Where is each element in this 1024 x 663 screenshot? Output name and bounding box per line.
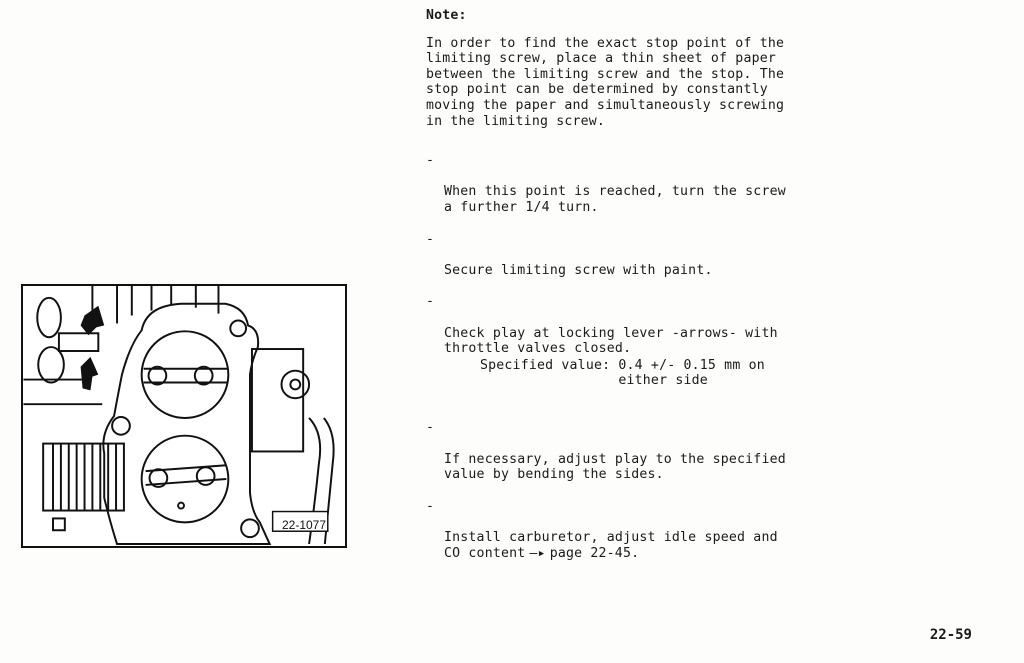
step-text: Install carburetor, adjust idle speed and CO content <box>444 530 778 561</box>
step-dash: - <box>426 294 435 310</box>
step-item <box>426 153 866 215</box>
step-item <box>426 232 866 279</box>
step-dash: - <box>426 153 435 169</box>
step-item <box>426 420 866 482</box>
step-text: If necessary, adjust play to the specified value by bending the sides. <box>444 451 786 483</box>
carburetor-illustration <box>21 284 347 548</box>
step-text: When this point is reached, turn the screw a further 1/4 turn. <box>444 184 786 215</box>
note-heading: Note: <box>426 8 467 23</box>
step-dash: - <box>426 420 435 436</box>
step-dash: - <box>426 498 435 514</box>
page-number: 22-59 <box>929 627 972 643</box>
step-text: Secure limiting screw with paint. <box>444 262 713 278</box>
step-item <box>426 294 866 404</box>
page-reference-link: page 22-45. <box>549 545 640 561</box>
step-item <box>426 499 866 561</box>
step-dash: - <box>426 231 435 247</box>
figure-label: 22-1077 <box>281 518 327 532</box>
step-text: Check play at locking lever -arrows- with throttle valves closed. <box>444 325 778 357</box>
specified-value: Specified value: 0.4 +/- 0.15 mm on either side <box>480 357 765 389</box>
instruction-text <box>426 8 866 577</box>
note-body: In order to find the exact stop point of the limiting screw, place a thin sheet of paper between the limiting screw and the stop. The stop point can be determined by constantly moving the paper and simultaneously screwing in the limiting screw. <box>426 35 785 129</box>
arrow-right-icon: —▸ <box>529 545 546 561</box>
